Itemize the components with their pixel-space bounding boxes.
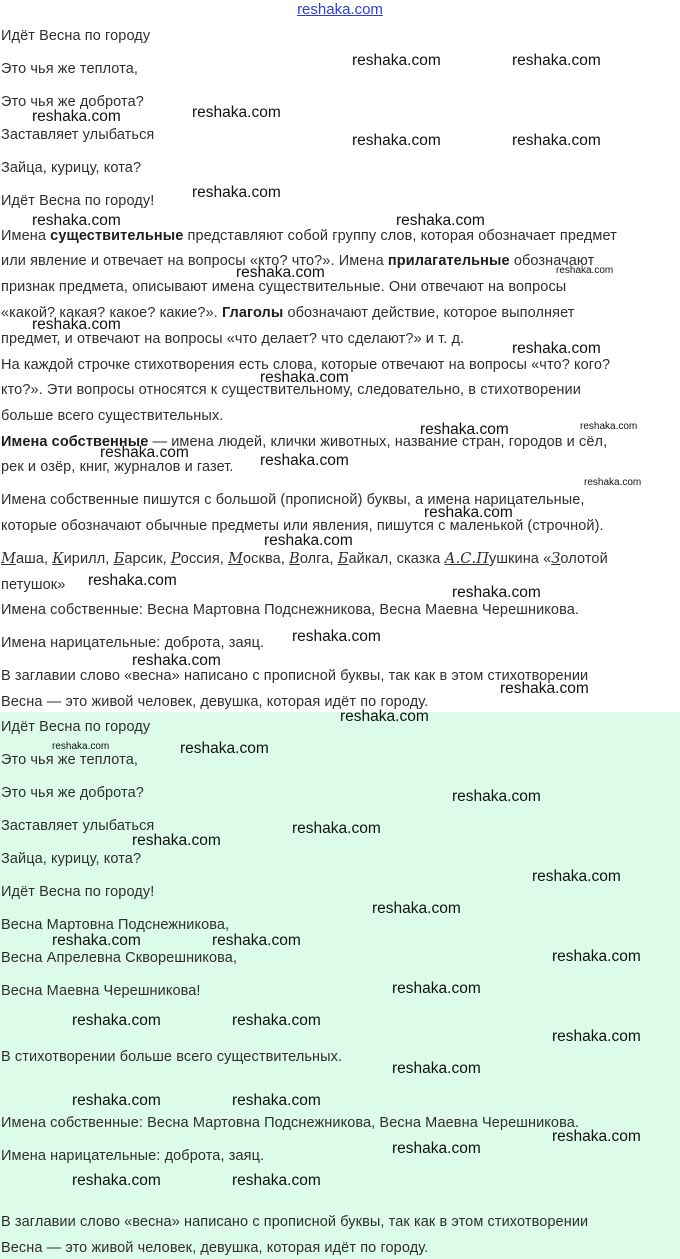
watermark: reshaka.com	[452, 584, 541, 601]
watermark: reshaka.com	[372, 900, 461, 917]
explanation-line: или явление и отвечает на вопросы «кто? что?». Имена прилагательные обозначают	[1, 253, 595, 269]
answer-poem-line: Весна Апрелевна Скворешникова,	[1, 950, 238, 966]
watermark: reshaka.com	[292, 628, 381, 645]
watermark: reshaka.com	[180, 740, 269, 757]
poem-line: Заставляет улыбаться	[1, 127, 155, 143]
site-link[interactable]: reshaka.com	[297, 1, 383, 18]
poem-line: Это чья же теплота,	[1, 61, 139, 77]
watermark: reshaka.com	[552, 1128, 641, 1145]
watermark: reshaka.com	[32, 212, 121, 229]
explanation-line: Имена существительные представляют собой группу слов, которая обозначает предмет	[1, 228, 617, 244]
watermark: reshaka.com	[532, 868, 621, 885]
explanation-line: предмет, и отвечают на вопросы «что делает? что сделают?» и т. д.	[1, 331, 465, 347]
watermark: reshaka.com	[232, 1012, 321, 1029]
explanation-line: признак предмета, описывают имена существительные. Они отвечают на вопросы	[1, 279, 567, 295]
answer-poem-line: Зайца, курицу, кота?	[1, 851, 142, 867]
watermark: reshaka.com	[100, 444, 189, 461]
explanation-line: На каждой строчке стихотворения есть слова, которые отвечают на вопросы «что? кого?	[1, 357, 611, 373]
answer-poem-line: Весна Маевна Черешникова!	[1, 983, 201, 999]
watermark: reshaka.com	[512, 340, 601, 357]
examples-line: Маша, Кирилл, Барсик, Россия, Москва, Волга, Байкал, сказка А.С.Пушкина «Золотой	[1, 551, 608, 567]
watermark: reshaka.com	[552, 948, 641, 965]
answer-line: В заглавии слово «весна» написано с прописной буквы, так как в этом стихотворении	[1, 1214, 589, 1230]
watermark: reshaka.com	[420, 421, 509, 438]
watermark: reshaka.com	[192, 184, 281, 201]
examples-line: петушок»	[1, 577, 66, 593]
answer-line: Имена нарицательные: доброта, заяц.	[1, 1148, 265, 1164]
watermark: reshaka.com	[424, 504, 513, 521]
watermark: reshaka.com	[396, 212, 485, 229]
answer-poem-line: Заставляет улыбаться	[1, 818, 155, 834]
watermark: reshaka.com	[192, 104, 281, 121]
watermark: reshaka.com	[352, 52, 441, 69]
explanation-line: Имена собственные: Весна Мартовна Подснежникова, Весна Маевна Черешникова.	[1, 602, 579, 618]
watermark: reshaka.com	[232, 1172, 321, 1189]
watermark: reshaka.com	[260, 452, 349, 469]
poem-line: Идёт Весна по городу!	[1, 193, 155, 209]
poem-line: Это чья же доброта?	[1, 94, 144, 110]
watermark: reshaka.com	[452, 788, 541, 805]
watermark: reshaka.com	[88, 572, 177, 589]
explanation-line: Имена нарицательные: доброта, заяц.	[1, 635, 265, 651]
watermark: reshaka.com	[556, 265, 614, 276]
explanation-line: рек и озёр, книг, журналов и газет.	[1, 459, 234, 475]
watermark: reshaka.com	[132, 652, 221, 669]
answer-poem-line: Это чья же теплота,	[1, 752, 139, 768]
watermark: reshaka.com	[236, 264, 325, 281]
watermark: reshaka.com	[72, 1092, 161, 1109]
explanation-line: «какой? какая? какое? какие?». Глаголы обозначают действие, которое выполняет	[1, 305, 575, 321]
watermark: reshaka.com	[32, 316, 121, 333]
poem-line: Идёт Весна по городу	[1, 28, 151, 44]
explanation-line: В заглавии слово «весна» написано с прописной буквы, так как в этом стихотворении	[1, 668, 589, 684]
watermark: reshaka.com	[552, 1028, 641, 1045]
watermark: reshaka.com	[580, 421, 638, 432]
explanation-line: которые обозначают обычные предметы или явления, пишутся с маленькой (строчной).	[1, 518, 604, 534]
watermark: reshaka.com	[392, 1060, 481, 1077]
watermark: reshaka.com	[512, 132, 601, 149]
explanation-line: Имена собственные пишутся с большой (прописной) буквы, а имена нарицательные,	[1, 492, 585, 508]
watermark: reshaka.com	[392, 980, 481, 997]
answer-poem-line: Это чья же доброта?	[1, 785, 144, 801]
poem-line: Зайца, курицу, кота?	[1, 160, 142, 176]
watermark: reshaka.com	[260, 369, 349, 386]
watermark: reshaka.com	[72, 1172, 161, 1189]
answer-line: Имена собственные: Весна Мартовна Подснежникова, Весна Маевна Черешникова.	[1, 1115, 579, 1131]
answer-poem-line: Весна Мартовна Подснежникова,	[1, 917, 230, 933]
explanation-line: Весна — это живой человек, девушка, которая идёт по городу.	[1, 694, 429, 710]
watermark: reshaka.com	[584, 477, 642, 488]
watermark: reshaka.com	[132, 832, 221, 849]
answer-poem-line: Идёт Весна по городу!	[1, 884, 155, 900]
answer-line: Весна — это живой человек, девушка, которая идёт по городу.	[1, 1240, 429, 1256]
watermark: reshaka.com	[512, 52, 601, 69]
answer-line: В стихотворении больше всего существительных.	[1, 1049, 343, 1065]
watermark: reshaka.com	[32, 108, 121, 125]
watermark: reshaka.com	[52, 741, 110, 752]
answer-poem-line: Идёт Весна по городу	[1, 719, 151, 735]
watermark: reshaka.com	[340, 708, 429, 725]
watermark: reshaka.com	[52, 932, 141, 949]
watermark: reshaka.com	[72, 1012, 161, 1029]
explanation-line: Имена собственные — имена людей, клички животных, название стран, городов и сёл,	[1, 434, 608, 450]
watermark: reshaka.com	[232, 1092, 321, 1109]
watermark: reshaka.com	[352, 132, 441, 149]
explanation-line: больше всего существительных.	[1, 408, 224, 424]
watermark: reshaka.com	[392, 1140, 481, 1157]
watermark: reshaka.com	[500, 680, 589, 697]
watermark: reshaka.com	[292, 820, 381, 837]
explanation-line: кто?». Эти вопросы относятся к существительному, следовательно, в стихотворении	[1, 382, 581, 398]
watermark: reshaka.com	[212, 932, 301, 949]
watermark: reshaka.com	[264, 532, 353, 549]
